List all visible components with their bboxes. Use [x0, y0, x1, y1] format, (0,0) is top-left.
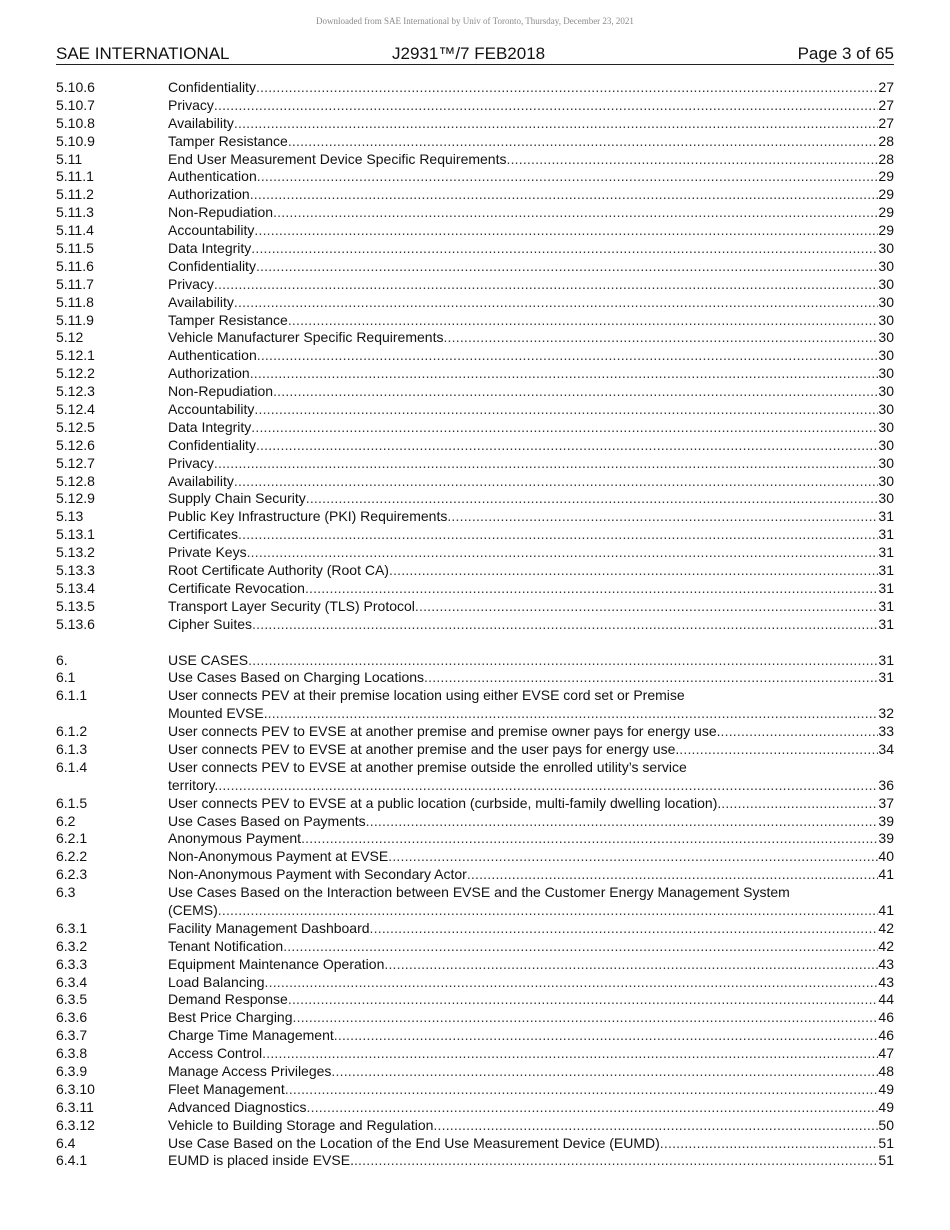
toc-entry[interactable] — [56, 115, 894, 133]
section-title[interactable]: Use Case Based on the Location of the End Use Measurement Device (EUMD) — [168, 1134, 660, 1151]
section-title-line1: User connects PEV at their premise location using either EVSE cord set or Premise — [168, 687, 685, 704]
section-title[interactable]: Tenant Notification — [168, 937, 284, 954]
section-number: 5.12.5 — [56, 418, 95, 435]
section-title[interactable]: Certificate Revocation — [168, 579, 305, 596]
section-title[interactable]: Use Cases Based on Charging Locations — [168, 669, 425, 686]
section-number: 6.2.2 — [56, 848, 88, 865]
section-title[interactable]: Best Price Charging — [168, 1009, 293, 1026]
section-page-number: 30 — [878, 329, 894, 346]
toc-entry[interactable] — [56, 759, 894, 795]
toc-entry[interactable] — [56, 813, 894, 831]
section-title[interactable]: Use Cases Based on Payments — [168, 812, 366, 829]
section-page-number: 27 — [878, 114, 894, 131]
dot-leader — [214, 276, 879, 294]
dot-leader — [660, 1135, 879, 1153]
section-number: 5.10.6 — [56, 79, 95, 95]
section-number: 5.10.9 — [56, 132, 95, 149]
section-number: 5.12.9 — [56, 490, 95, 507]
section-title[interactable]: Advanced Diagnostics — [168, 1098, 307, 1115]
section-title[interactable]: Charge Time Management — [168, 1027, 334, 1044]
toc-entry[interactable] — [56, 920, 894, 938]
section-page-number: 31 — [878, 597, 894, 614]
toc-entry[interactable] — [56, 1063, 894, 1081]
section-page-number: 31 — [878, 526, 894, 543]
toc-entry[interactable] — [56, 830, 894, 848]
toc-entry[interactable] — [56, 544, 894, 562]
section-page-number: 29 — [878, 204, 894, 221]
dot-leader — [447, 508, 878, 526]
toc-entry[interactable] — [56, 652, 894, 670]
section-page-number: 28 — [878, 150, 894, 167]
section-number: 5.13.3 — [56, 562, 95, 579]
dot-leader — [306, 490, 879, 508]
section-page-number: 41 — [878, 866, 894, 883]
dot-leader — [384, 956, 878, 974]
toc-entry[interactable] — [56, 1099, 894, 1117]
section-number: 6.1.1 — [56, 687, 88, 704]
section-title[interactable]: User connects PEV to EVSE at a public location (curbside, multi-family dwelling location). — [168, 794, 722, 811]
table-of-contents — [56, 79, 894, 1170]
section-page-number: 30 — [878, 418, 894, 435]
dot-leader — [256, 437, 878, 455]
toc-entry[interactable] — [56, 222, 894, 240]
dot-leader — [214, 97, 879, 115]
section-number: 5.12.8 — [56, 472, 95, 489]
section-number: 6.2.1 — [56, 830, 88, 847]
toc-entry[interactable] — [56, 133, 894, 151]
toc-entry[interactable] — [56, 1117, 894, 1135]
dot-leader — [256, 258, 878, 276]
section-page-number: 46 — [878, 1009, 894, 1026]
toc-entry[interactable] — [56, 669, 894, 687]
dot-leader — [248, 652, 878, 670]
section-number: 5.13.6 — [56, 615, 95, 632]
section-page-number: 27 — [878, 79, 894, 95]
section-page-number: 47 — [878, 1045, 894, 1062]
section-title[interactable]: Demand Response — [168, 991, 288, 1008]
section-title[interactable]: End User Measurement Device Specific Requirements — [168, 150, 507, 167]
dot-leader — [433, 1117, 878, 1135]
section-number: 5.11 — [56, 150, 83, 167]
section-page-number: 30 — [878, 311, 894, 328]
section-title[interactable]: Non-Repudiation — [168, 383, 274, 400]
section-page-number: 31 — [878, 615, 894, 632]
toc-entry[interactable] — [56, 294, 894, 312]
publisher-name: SAE INTERNATIONAL — [56, 44, 230, 63]
section-number: 6.3.4 — [56, 973, 88, 990]
dot-leader — [254, 222, 878, 240]
section-number: 6.2.3 — [56, 866, 88, 883]
section-title[interactable]: Authentication — [168, 347, 257, 364]
dot-leader — [285, 1081, 879, 1099]
dot-leader — [250, 186, 879, 204]
toc-entry[interactable] — [56, 687, 894, 723]
section-page-number: 31 — [878, 651, 894, 668]
section-number: 6.1.3 — [56, 740, 88, 757]
section-title[interactable]: Privacy — [168, 275, 214, 292]
section-page-number: 30 — [878, 490, 894, 507]
section-page-number: 30 — [878, 436, 894, 453]
section-title[interactable]: Cipher Suites — [168, 615, 253, 632]
toc-entry[interactable] — [56, 455, 894, 473]
dot-leader — [443, 329, 878, 347]
section-page-number: 42 — [878, 919, 894, 936]
toc-entry[interactable] — [56, 1135, 894, 1153]
dot-leader — [334, 1027, 879, 1045]
section-title[interactable]: Accountability — [168, 401, 255, 418]
section-page-number: 30 — [878, 293, 894, 310]
toc-entry[interactable] — [56, 1027, 894, 1045]
section-number: 6.3.3 — [56, 955, 88, 972]
section-title[interactable]: User connects PEV to EVSE at another premise and premise owner pays for energy use. — [168, 723, 721, 740]
section-number: 6.3.11 — [56, 1098, 94, 1115]
dot-leader — [262, 1045, 878, 1063]
toc-entry[interactable] — [56, 741, 894, 759]
dot-leader — [218, 902, 879, 920]
section-title[interactable]: Privacy — [168, 454, 214, 471]
section-title[interactable]: Non-Anonymous Payment at EVSE — [168, 848, 389, 865]
toc-entry[interactable] — [56, 97, 894, 115]
section-title[interactable]: Access Control — [168, 1045, 263, 1062]
section-number: 6.3 — [56, 884, 76, 901]
toc-entry[interactable] — [56, 848, 894, 866]
dot-leader — [257, 347, 879, 365]
toc-entry[interactable] — [56, 347, 894, 365]
section-title[interactable]: Data Integrity — [168, 418, 252, 435]
section-page-number: 31 — [878, 669, 894, 686]
section-number: 5.13.1 — [56, 526, 95, 543]
dot-leader — [234, 115, 879, 133]
section-page-number: 31 — [878, 562, 894, 579]
section-number: 6.3.7 — [56, 1027, 88, 1044]
dot-leader — [293, 1009, 879, 1027]
section-page-number: 42 — [878, 937, 894, 954]
dot-leader — [214, 455, 879, 473]
section-title[interactable]: Data Integrity — [168, 240, 252, 257]
section-number: 6.1.2 — [56, 723, 88, 740]
dot-leader — [273, 383, 878, 401]
section-title[interactable]: EUMD is placed inside EVSE. — [168, 1152, 354, 1169]
section-title[interactable]: Tamper Resistance — [168, 132, 288, 149]
section-number: 5.10.7 — [56, 96, 95, 113]
dot-leader — [283, 938, 878, 956]
section-page-number: 30 — [878, 240, 894, 257]
dot-leader — [288, 991, 879, 1009]
section-title[interactable]: (CEMS) — [168, 902, 218, 918]
section-number: 5.11.2 — [56, 186, 94, 203]
section-page-number: 29 — [878, 222, 894, 239]
section-number: 5.12.6 — [56, 436, 95, 453]
section-number: 5.11.3 — [56, 204, 94, 221]
section-number: 5.11.1 — [56, 168, 94, 185]
toc-entry[interactable] — [56, 795, 894, 813]
toc-entry[interactable] — [56, 991, 894, 1009]
dot-leader — [256, 79, 878, 97]
dot-leader — [251, 419, 878, 437]
section-title-line1: User connects PEV to EVSE at another premise outside the enrolled utility’s service — [168, 758, 687, 775]
dot-leader — [254, 401, 878, 419]
section-page-number: 30 — [878, 383, 894, 400]
section-page-number: 51 — [878, 1152, 894, 1169]
dot-leader — [288, 312, 879, 330]
toc-entry[interactable] — [56, 866, 894, 884]
section-title[interactable]: Certificates — [168, 526, 239, 543]
dot-leader — [301, 830, 878, 848]
dot-leader — [218, 777, 878, 795]
toc-entry[interactable] — [56, 258, 894, 276]
section-number: 5.12.3 — [56, 383, 95, 400]
toc-entry[interactable] — [56, 956, 894, 974]
dot-leader — [389, 562, 878, 580]
section-number: 5.12.4 — [56, 401, 95, 418]
section-page-number: 30 — [878, 275, 894, 292]
section-title[interactable]: Vehicle to Building Storage and Regulation — [168, 1116, 434, 1133]
section-page-number: 30 — [878, 365, 894, 382]
section-title[interactable]: User connects PEV to EVSE at another premise and the user pays for energy use. — [168, 740, 680, 757]
section-number: 5.12.1 — [56, 347, 95, 364]
dot-leader — [268, 705, 879, 723]
toc-entry[interactable] — [56, 240, 894, 258]
section-page-number: 31 — [878, 579, 894, 596]
section-title[interactable]: Vehicle Manufacturer Specific Requirements — [168, 329, 444, 346]
dot-leader — [424, 669, 878, 687]
section-number: 5.11.4 — [56, 222, 94, 239]
section-page-number: 49 — [878, 1080, 894, 1097]
section-title[interactable]: Tamper Resistance — [168, 311, 288, 328]
section-number: 5.11.7 — [56, 275, 94, 292]
section-page-number: 43 — [878, 973, 894, 990]
section-page-number: 27 — [878, 96, 894, 113]
section-page-number: 33 — [878, 723, 894, 740]
section-title[interactable]: Privacy — [168, 96, 214, 113]
section-page-number: 43 — [878, 955, 894, 972]
dot-leader — [238, 526, 878, 544]
section-number: 6.3.8 — [56, 1045, 88, 1062]
section-title[interactable]: territory. — [168, 776, 219, 793]
section-title[interactable]: Confidentiality — [168, 436, 256, 453]
section-title[interactable]: Public Key Infrastructure (PKI) Requirements — [168, 508, 448, 525]
section-number: 6.1.4 — [56, 758, 88, 775]
page-header — [56, 44, 894, 65]
section-number: 5.13.5 — [56, 597, 95, 614]
section-page-number: 46 — [878, 1027, 894, 1044]
section-title[interactable]: Authentication — [168, 168, 257, 185]
dot-leader — [252, 616, 878, 634]
section-number: 5.11.6 — [56, 257, 94, 274]
dot-leader — [721, 795, 878, 813]
dot-leader — [265, 974, 879, 992]
section-title[interactable]: Fleet Management — [168, 1080, 285, 1097]
toc-entry[interactable] — [56, 473, 894, 491]
toc-entry[interactable] — [56, 168, 894, 186]
section-title[interactable]: Load Balancing — [168, 973, 265, 990]
section-page-number: 48 — [878, 1063, 894, 1080]
toc-entry[interactable] — [56, 1045, 894, 1063]
section-title[interactable]: Confidentiality — [168, 257, 256, 274]
section-page-number: 39 — [878, 812, 894, 829]
dot-leader — [354, 1152, 878, 1170]
section-number: 6.4.1 — [56, 1152, 88, 1169]
toc-entry[interactable] — [56, 401, 894, 419]
toc-entry[interactable] — [56, 562, 894, 580]
section-page-number: 29 — [878, 186, 894, 203]
toc-entry[interactable] — [56, 419, 894, 437]
section-number: 6.3.10 — [56, 1080, 95, 1097]
section-page-number: 32 — [878, 705, 894, 722]
dot-leader — [467, 866, 879, 884]
section-number: 6.3.2 — [56, 937, 88, 954]
dot-leader — [234, 473, 879, 491]
toc-entry[interactable] — [56, 723, 894, 741]
section-number: 6.1.5 — [56, 794, 88, 811]
section-number: 5.11.8 — [56, 293, 94, 310]
dot-leader — [366, 813, 879, 831]
section-number: 6.1 — [56, 669, 76, 686]
section-page-number: 30 — [878, 401, 894, 418]
dot-leader — [250, 365, 879, 383]
section-title[interactable]: Transport Layer Security (TLS) Protocol — [168, 597, 415, 614]
section-title[interactable]: Accountability — [168, 222, 255, 239]
dot-leader — [307, 1099, 879, 1117]
toc-entry[interactable] — [56, 204, 894, 222]
section-number: 5.13.4 — [56, 579, 95, 596]
toc-entry[interactable] — [56, 1081, 894, 1099]
section-number: 6.3.5 — [56, 991, 88, 1008]
section-title[interactable]: Non-Anonymous Payment with Secondary Actor — [168, 866, 467, 883]
section-title[interactable]: Authorization — [168, 186, 250, 203]
section-page-number: 28 — [878, 132, 894, 149]
toc-entry[interactable] — [56, 151, 894, 169]
toc-entry[interactable] — [56, 186, 894, 204]
section-number: 6.3.1 — [56, 919, 88, 936]
section-title[interactable]: Root Certificate Authority (Root CA) — [168, 562, 389, 579]
dot-leader — [506, 151, 878, 169]
section-page-number: 36 — [878, 776, 894, 793]
section-page-number: 31 — [878, 544, 894, 561]
section-number: 5.12.7 — [56, 454, 95, 471]
toc-entry[interactable] — [56, 329, 894, 347]
dot-leader — [251, 240, 878, 258]
section-number: 6.3.9 — [56, 1063, 88, 1080]
section-title[interactable]: Non-Repudiation — [168, 204, 274, 221]
section-title[interactable]: Supply Chain Security — [168, 490, 306, 507]
toc-entry[interactable] — [56, 437, 894, 455]
dot-leader — [305, 580, 878, 598]
section-title[interactable]: Private Keys — [168, 544, 247, 561]
section-number: 5.11.5 — [56, 240, 94, 257]
toc-entry[interactable] — [56, 974, 894, 992]
toc-entry[interactable] — [56, 276, 894, 294]
section-number: 6.3.6 — [56, 1009, 88, 1026]
section-page-number: 49 — [878, 1098, 894, 1115]
section-title[interactable]: Anonymous Payment — [168, 830, 302, 847]
toc-entry[interactable] — [56, 616, 894, 634]
dot-leader — [415, 598, 879, 616]
toc-entry[interactable] — [56, 312, 894, 330]
toc-entry[interactable] — [56, 580, 894, 598]
section-page-number: 30 — [878, 347, 894, 364]
dot-leader — [388, 848, 878, 866]
section-page-number: 40 — [878, 848, 894, 865]
dot-leader — [234, 294, 879, 312]
section-page-number: 30 — [878, 257, 894, 274]
section-number: 5.12.2 — [56, 365, 95, 382]
toc-entry[interactable] — [56, 526, 894, 544]
section-title[interactable]: Confidentiality — [168, 79, 256, 95]
dot-leader — [288, 133, 879, 151]
section-page-number: 51 — [878, 1134, 894, 1151]
section-page-number: 34 — [878, 740, 894, 757]
section-title[interactable]: Availability — [168, 472, 234, 489]
section-page-number: 44 — [878, 991, 894, 1008]
toc-entry[interactable] — [56, 1152, 894, 1170]
section-page-number: 29 — [878, 168, 894, 185]
section-page-number: 41 — [878, 902, 894, 918]
dot-leader — [247, 544, 879, 562]
section-number: 5.13 — [56, 508, 84, 525]
section-title-line1: Use Cases Based on the Interaction between EVSE and the Customer Energy Management System — [168, 884, 790, 901]
section-title[interactable]: Authorization — [168, 365, 250, 382]
toc-entry[interactable] — [56, 365, 894, 383]
section-title[interactable]: USE CASES — [168, 651, 249, 668]
page-number: Page 3 of 65 — [797, 44, 894, 63]
section-number: 5.11.9 — [56, 311, 94, 328]
section-page-number: 31 — [878, 508, 894, 525]
toc-entry[interactable] — [56, 1009, 894, 1027]
toc-entry[interactable] — [56, 884, 894, 920]
section-title[interactable]: Availability — [168, 293, 234, 310]
dot-leader — [370, 920, 879, 938]
section-title[interactable]: Mounted EVSE. — [168, 705, 268, 722]
toc-entry[interactable] — [56, 490, 894, 508]
download-watermark: Downloaded from SAE International by Univ of Toronto, Thursday, December 23, 2021 — [316, 16, 634, 26]
toc-entry[interactable] — [56, 938, 894, 956]
toc-entry[interactable] — [56, 508, 894, 526]
dot-leader — [257, 168, 879, 186]
toc-entry[interactable] — [56, 383, 894, 401]
section-title[interactable]: Equipment Maintenance Operation — [168, 955, 385, 972]
section-title[interactable]: Facility Management Dashboard — [168, 919, 370, 936]
dot-leader — [273, 204, 878, 222]
section-title[interactable]: Manage Access Privileges — [168, 1063, 332, 1080]
section-number: 6.2 — [56, 812, 76, 829]
toc-entry[interactable] — [56, 79, 894, 97]
section-page-number: 39 — [878, 830, 894, 847]
section-number: 5.12 — [56, 329, 84, 346]
section-page-number: 30 — [878, 472, 894, 489]
section-number: 6.4 — [56, 1134, 76, 1151]
toc-entry[interactable] — [56, 598, 894, 616]
dot-leader — [679, 741, 878, 759]
section-number: 6. — [56, 651, 68, 668]
section-page-number: 37 — [878, 794, 894, 811]
dot-leader — [331, 1063, 878, 1081]
section-page-number: 30 — [878, 454, 894, 471]
section-title[interactable]: Availability — [168, 114, 234, 131]
section-number: 5.10.8 — [56, 114, 95, 131]
document-id: J2931™/7 FEB2018 — [392, 44, 546, 63]
section-page-number: 50 — [878, 1116, 894, 1133]
section-number: 6.3.12 — [56, 1116, 95, 1133]
section-number: 5.13.2 — [56, 544, 95, 561]
dot-leader — [721, 723, 879, 741]
